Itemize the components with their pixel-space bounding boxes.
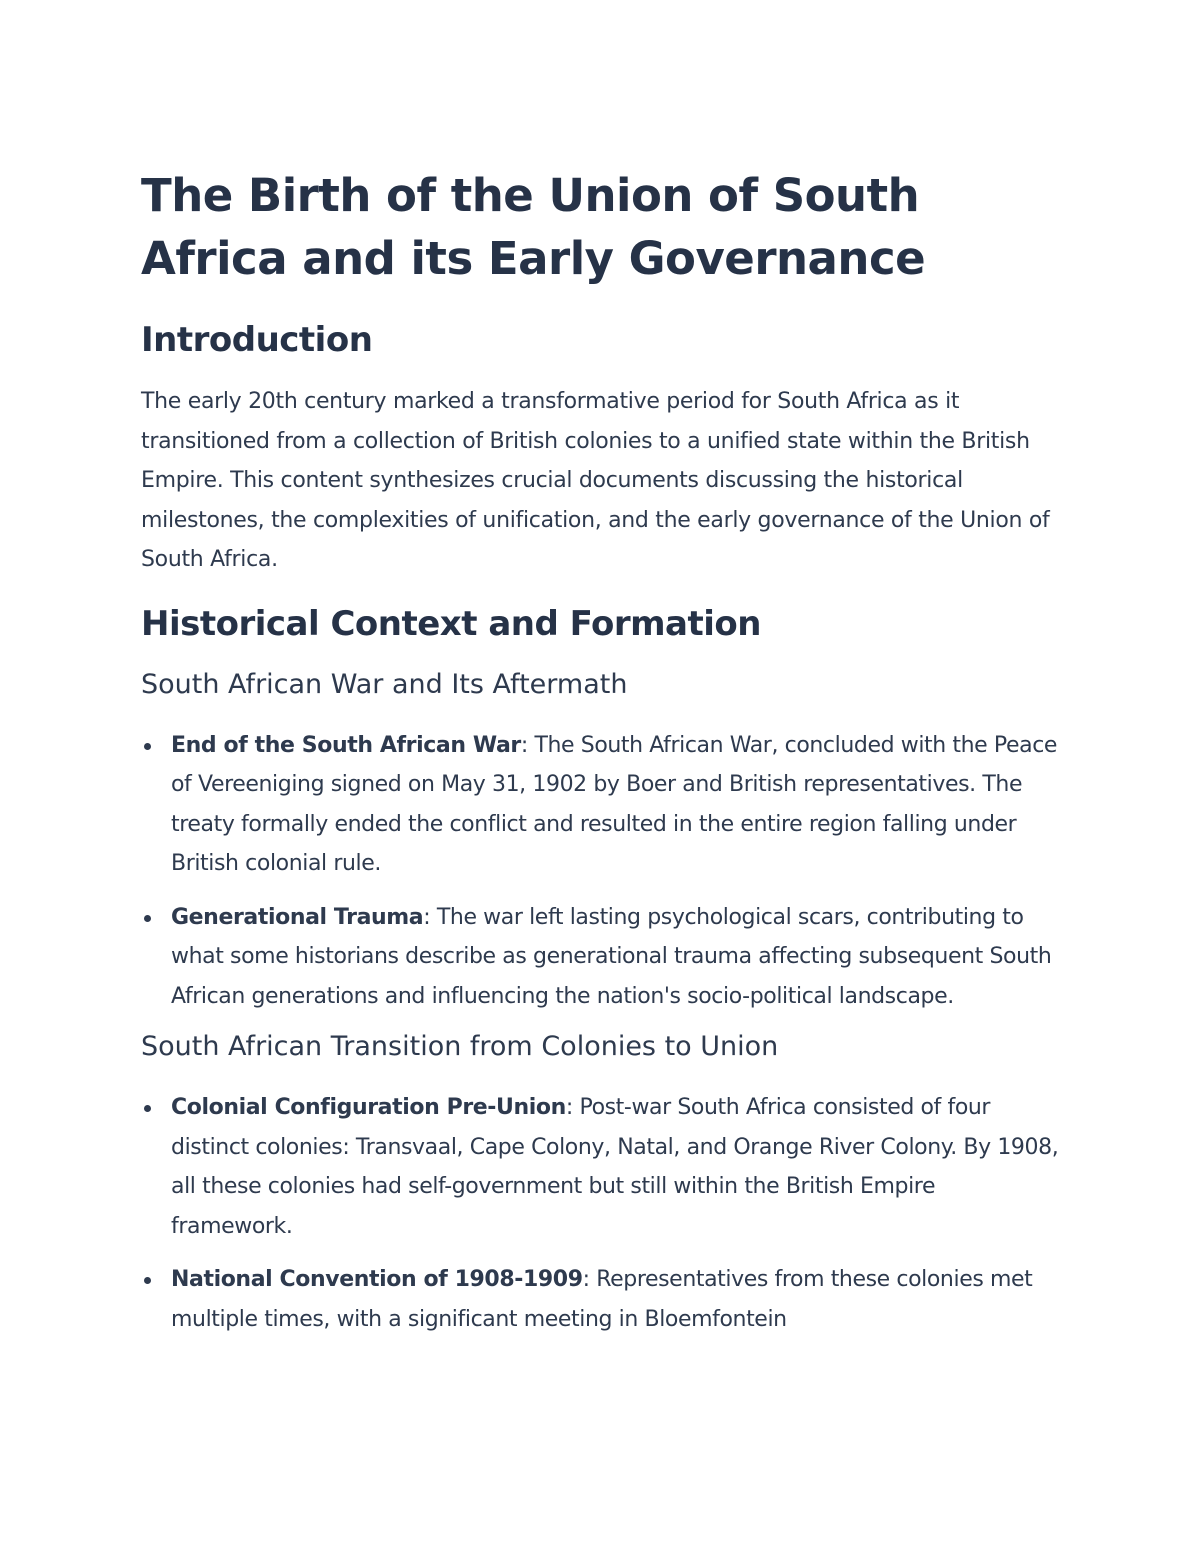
list-item: [141, 726, 1061, 884]
list-item-text: : The war left lasting psychological scars, contributing to what some historians describe as generational trauma affecting subsequent South African generations and influencing the nation's socio-political landscape.: [171, 904, 1052, 1009]
list-item-text: : Post-war South Africa consisted of four distinct colonies: Transvaal, Cape Colony, Natal, and Orange River Colony. By 1908, all these colonies had self-government but still within the British Empire framework.: [171, 1095, 1059, 1239]
bullet-icon: [144, 915, 151, 922]
historical-context-heading: Historical Context and Formation: [141, 603, 761, 644]
war-aftermath-list: [141, 726, 1061, 1017]
transition-heading: South African Transition from Colonies to Union: [141, 1031, 779, 1062]
bullet-icon: [144, 1105, 151, 1112]
list-item: [141, 1260, 1061, 1339]
war-aftermath-heading: South African War and Its Aftermath: [141, 668, 628, 700]
list-item-label: Colonial Configuration Pre-Union: [171, 1095, 566, 1120]
list-item-text: : Representatives from these colonies met multiple times, with a significant meeting in Bloemfontein: [171, 1267, 1033, 1332]
list-item: [141, 898, 1061, 1017]
document-page: [141, 164, 1061, 1339]
list-item-label: End of the South African War: [171, 732, 521, 758]
bullet-icon: [144, 1277, 151, 1284]
list-item: [141, 1088, 1061, 1246]
transition-list: [141, 1088, 1061, 1339]
bullet-icon: [144, 743, 151, 750]
list-item-label: National Convention of 1908-1909: [171, 1267, 583, 1292]
introduction-paragraph: The early 20th century marked a transformative period for South Africa as it transitioned from a collection of British colonies to a unified state within the British Empire. This content synthesizes crucial documents discussing the historical milestones, the complexities of unification, and the early governance of the Union of South Africa.: [141, 389, 1050, 572]
introduction-heading: Introduction: [141, 320, 373, 360]
list-item-text: : The South African War, concluded with the Peace of Vereeniging signed on May 31, 1902 by Boer and British representatives. The treaty formally ended the conflict and resulted in the entire region falling under British colonial rule.: [171, 732, 1058, 876]
list-item-label: Generational Trauma: [171, 904, 424, 930]
document-title: The Birth of the Union of South Africa and its Early Governance: [141, 169, 926, 285]
